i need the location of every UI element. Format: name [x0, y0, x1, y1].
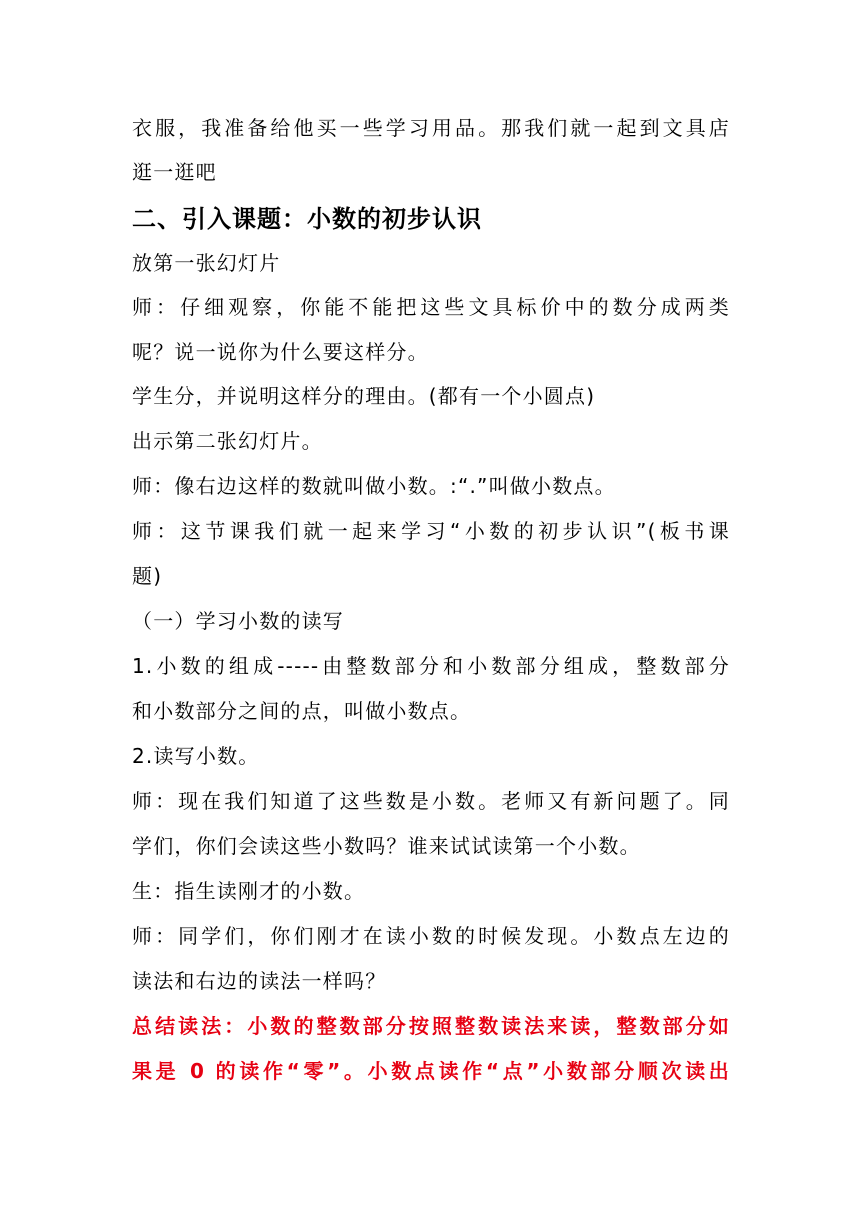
- paragraph-line: 出示第二张幻灯片。: [132, 429, 323, 453]
- paragraph-line: 读法和右边的读法一样吗？: [132, 969, 387, 993]
- section-heading: 二、引入课题：小数的初步认识: [132, 205, 482, 233]
- highlighted-summary-line: 总结读法：小数的整数部分按照整数读法来读，整数部分如: [132, 1014, 730, 1038]
- subsection-heading: （一）学习小数的读写: [132, 609, 344, 633]
- paragraph-line: 师：同学们，你们刚才在读小数的时候发现。小数点左边的: [132, 924, 730, 948]
- paragraph-line: 师：现在我们知道了这些数是小数。老师又有新问题了。同: [132, 789, 730, 813]
- paragraph-line: 和小数部分之间的点，叫做小数点。: [132, 699, 472, 723]
- paragraph-line: 学生分，并说明这样分的理由。(都有一个小圆点): [132, 384, 596, 408]
- paragraph-line: 题): [132, 564, 163, 588]
- paragraph-line: 师：像右边这样的数就叫做小数。:“.”叫做小数点。: [132, 474, 616, 498]
- paragraph-line: 生：指生读刚才的小数。: [132, 879, 366, 903]
- paragraph-line: 2.读写小数。: [132, 744, 260, 768]
- paragraph-line: 师：仔细观察，你能不能把这些文具标价中的数分成两类: [132, 295, 730, 319]
- paragraph-line: 呢？说一说你为什么要这样分。: [132, 340, 429, 364]
- highlighted-summary-line: 果是 0 的读作“零”。小数点读作“点”小数部分顺次读出: [132, 1059, 730, 1083]
- paragraph-line: 逛一逛吧: [132, 160, 217, 184]
- paragraph-line: 1.小数的组成-----由整数部分和小数部分组成，整数部分: [132, 654, 730, 678]
- paragraph-line: 学们，你们会读这些小数吗？谁来试试读第一个小数。: [132, 834, 641, 858]
- paragraph-line: 放第一张幻灯片: [132, 251, 281, 275]
- paragraph-line: 师：这节课我们就一起来学习“小数的初步认识”(板书课: [132, 519, 730, 543]
- paragraph-line: 衣服，我准备给他买一些学习用品。那我们就一起到文具店: [132, 116, 730, 140]
